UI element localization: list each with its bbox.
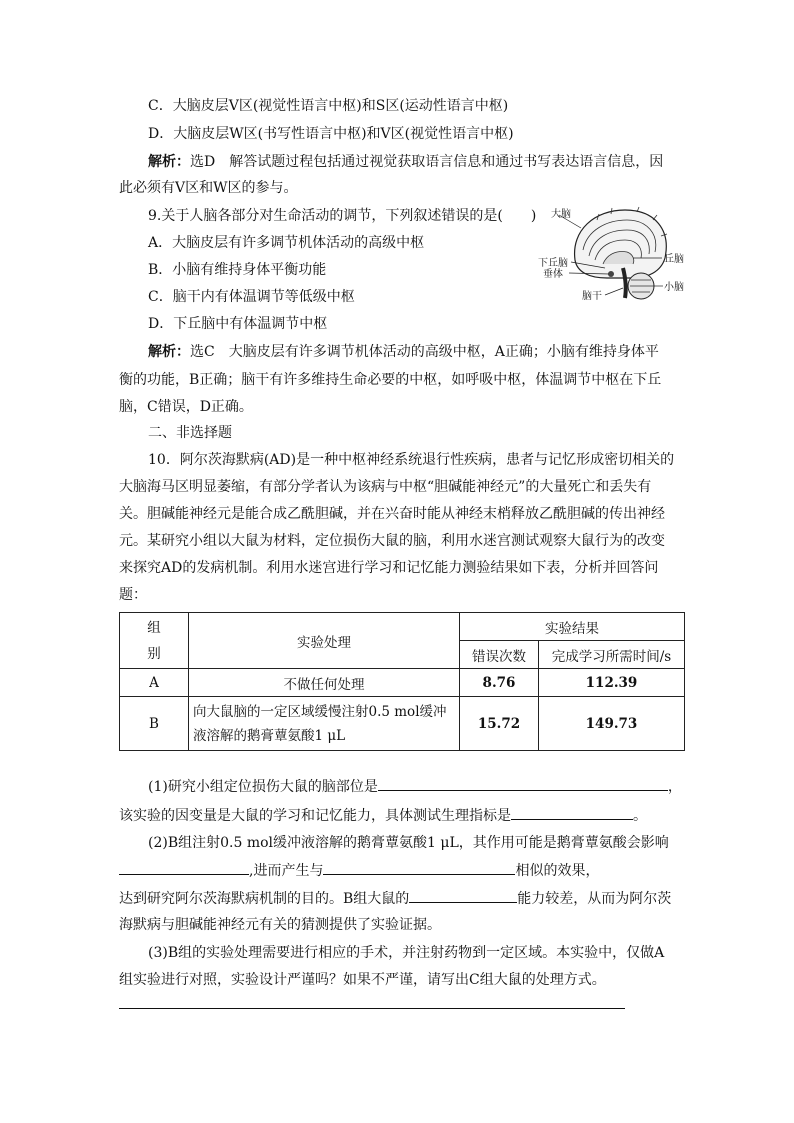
section-two-heading: 二、非选择题 — [148, 425, 232, 441]
header-errors: 错误次数 — [460, 641, 539, 669]
header-treatment: 实验处理 — [189, 613, 460, 669]
answer-line[interactable] — [119, 1008, 625, 1009]
cell-errors: 15.72 — [460, 697, 539, 751]
answer-blank[interactable] — [119, 860, 249, 875]
results-table — [119, 612, 685, 751]
q9-stem: 9.关于人脑各部分对生命活动的调节，下列叙述错误的是( ) — [148, 208, 537, 224]
cell-treatment: 向大鼠脑的一定区域缓慢注射0.5 mol缓冲 液溶解的鹅膏蕈氨酸1 μL — [189, 697, 460, 751]
sub3-line-2: 组实验进行对照，实验设计严谨吗？如果不严谨，请写出C组大鼠的处理方式。 — [119, 972, 606, 988]
cell-errors: 8.76 — [460, 669, 539, 697]
cell-treatment: 不做任何处理 — [189, 669, 460, 697]
header-time: 完成学习所需时间/s — [539, 641, 685, 669]
analysis-label: 解析： — [148, 154, 190, 170]
header-group: 组 别 — [120, 613, 189, 669]
sub2-line-3: 达到研究阿尔茨海默病机制的目的。B组大鼠的 能力较差，从而为阿尔茨 — [119, 888, 671, 909]
table-row — [120, 669, 685, 697]
sub2-line-2: ,进而产生与 相似的效果， — [119, 860, 599, 881]
q10-line-3: 关。胆碱能神经元是能合成乙酰胆碱，并在兴奋时能从神经末梢释放乙酰胆碱的传出神经 — [119, 506, 665, 522]
label-pituitary: 垂体 — [543, 269, 563, 280]
cell-group: A — [120, 669, 189, 697]
option-c-prev: C．大脑皮层Ⅴ区(视觉性语言中枢)和S区(运动性语言中枢) — [148, 98, 509, 114]
q10-line-2: 大脑海马区明显萎缩，有部分学者认为该病与中枢“胆碱能神经元”的大量死亡和丢失有 — [119, 479, 652, 495]
q10-line-6: 题： — [119, 587, 147, 603]
brain-diagram — [537, 200, 697, 312]
q9-option-b: B．小脑有维持身体平衡功能 — [148, 262, 327, 278]
q10-line-1: 10．阿尔茨海默病(AD)是一种中枢神经系统退行性疾病，患者与记忆形成密切相关的 — [148, 452, 675, 468]
q10-line-5: 来探究AD的发病机制。利用水迷宫进行学习和记忆能力测验结果如下表，分析并回答问 — [119, 560, 659, 576]
sub1-line-2: 该实验的因变量是大鼠的学习和记忆能力，具体测试生理指标是 。 — [119, 805, 647, 826]
cell-group: B — [120, 697, 189, 751]
q9-analysis-line-1 — [148, 342, 659, 362]
label-cerebellum: 小脑 — [664, 282, 684, 293]
label-thalamus: 丘脑 — [664, 254, 684, 265]
q8-analysis-line-1 — [148, 152, 663, 172]
label-cerebrum: 大脑 — [551, 209, 571, 220]
option-d-prev: D．大脑皮层W区(书写性语言中枢)和Ⅴ区(视觉性语言中枢) — [148, 126, 514, 142]
answer-blank[interactable] — [378, 776, 668, 791]
analysis-label: 解析： — [148, 344, 190, 360]
label-hypothalamus: 下丘脑 — [538, 258, 568, 269]
sub2-line-4: 海默病与胆碱能神经元有关的猜测提供了实验证据。 — [119, 917, 441, 933]
sub1-line-1: (1)研究小组定位损伤大鼠的脑部位是 ， — [148, 776, 682, 797]
q9-option-c: C．脑干内有体温调节等低级中枢 — [148, 289, 355, 305]
analysis-text: 选C 大脑皮层有许多调节机体活动的高级中枢，A正确；小脑有维持身体平 — [190, 344, 659, 360]
answer-blank[interactable] — [409, 888, 517, 903]
q9-analysis-line-3: 脑，C错误，D正确。 — [119, 399, 253, 415]
q9-option-d: D．下丘脑中有体温调节中枢 — [148, 316, 328, 332]
q8-analysis-line-2: 此必须有Ⅴ区和W区的参与。 — [119, 180, 298, 196]
analysis-text: 选D 解答试题过程包括通过视觉获取语言信息和通过书写表达语言信息，因 — [190, 154, 664, 170]
table-row — [120, 697, 685, 751]
sub3-line-1: (3)B组的实验处理需要进行相应的手术，并注射药物到一定区域。本实验中，仅做A — [148, 945, 665, 961]
q9-option-a: A．大脑皮层有许多调节机体活动的高级中枢 — [148, 235, 425, 251]
answer-blank[interactable] — [511, 805, 633, 820]
sub2-line-1: (2)B组注射0.5 mol缓冲液溶解的鹅膏蕈氨酸1 μL，其作用可能是鹅膏蕈氨酸会影响 — [148, 835, 669, 851]
cell-time: 112.39 — [539, 669, 685, 697]
q9-analysis-line-2: 衡的功能，B正确；脑干有许多维持生命必要的中枢，如呼吸中枢，体温调节中枢在下丘 — [119, 372, 662, 388]
label-brainstem: 脑干 — [582, 291, 602, 302]
answer-blank[interactable] — [323, 860, 515, 875]
cell-time: 149.73 — [539, 697, 685, 751]
header-result: 实验结果 — [460, 613, 685, 641]
q10-line-4: 元。某研究小组以大鼠为材料，定位损伤大鼠的脑，利用水迷宫测试观察大鼠行为的改变 — [119, 533, 665, 549]
